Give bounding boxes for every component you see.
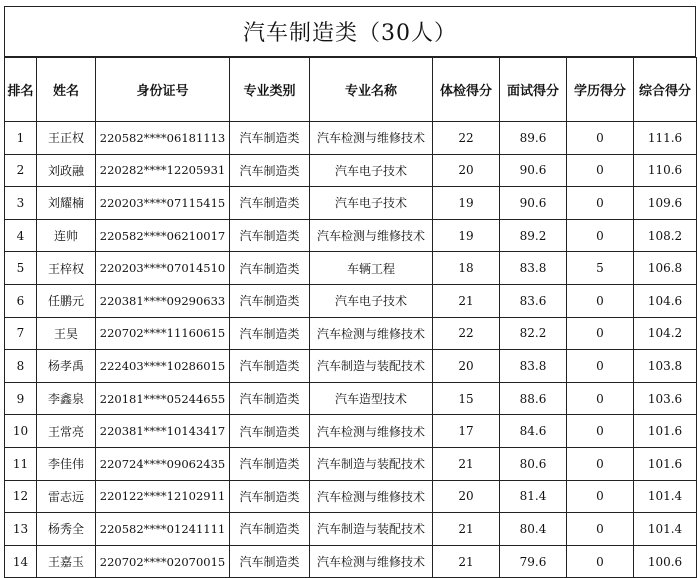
cell-interview: 81.4 [500,480,567,513]
cell-physical: 22 [433,317,500,350]
cell-name: 杨秀全 [37,513,96,546]
table-row [5,480,697,513]
cell-rank: 9 [5,382,37,415]
cell-total: 101.4 [634,480,697,513]
table-row [5,284,697,317]
table-row [5,545,697,578]
cell-name: 刘耀楠 [37,187,96,220]
cell-rank: 2 [5,154,37,187]
cell-major: 汽车制造与装配技术 [310,350,433,383]
cell-interview: 90.6 [500,187,567,220]
cell-category: 汽车制造类 [230,219,310,252]
header-interview: 面试得分 [500,58,567,122]
cell-interview: 82.2 [500,317,567,350]
cell-name: 王正权 [37,122,96,155]
cell-education: 0 [567,219,634,252]
cell-rank: 11 [5,447,37,480]
cell-physical: 21 [433,447,500,480]
cell-total: 106.8 [634,252,697,285]
cell-education: 0 [567,317,634,350]
header-major: 专业名称 [310,58,433,122]
cell-total: 103.8 [634,350,697,383]
cell-id: 220381****10143417 [96,415,230,448]
cell-rank: 3 [5,187,37,220]
cell-physical: 21 [433,513,500,546]
cell-total: 108.2 [634,219,697,252]
cell-major: 汽车制造与装配技术 [310,513,433,546]
cell-interview: 88.6 [500,382,567,415]
cell-rank: 4 [5,219,37,252]
cell-interview: 89.2 [500,219,567,252]
cell-physical: 22 [433,122,500,155]
cell-rank: 13 [5,513,37,546]
cell-category: 汽车制造类 [230,187,310,220]
cell-education: 0 [567,154,634,187]
cell-physical: 18 [433,252,500,285]
table-row [5,187,697,220]
cell-name: 连帅 [37,219,96,252]
cell-interview: 84.6 [500,415,567,448]
header-education: 学历得分 [567,58,634,122]
cell-major: 汽车电子技术 [310,284,433,317]
page-title: 汽车制造类（30人） [4,6,696,57]
cell-category: 汽车制造类 [230,284,310,317]
cell-interview: 83.8 [500,252,567,285]
cell-id: 222403****10286015 [96,350,230,383]
cell-education: 0 [567,545,634,578]
table-row [5,252,697,285]
cell-education: 0 [567,350,634,383]
cell-major: 汽车造型技术 [310,382,433,415]
cell-name: 雷志远 [37,480,96,513]
cell-rank: 8 [5,350,37,383]
header-total: 综合得分 [634,58,697,122]
cell-id: 220203****07115415 [96,187,230,220]
cell-name: 王嘉玉 [37,545,96,578]
cell-physical: 19 [433,187,500,220]
cell-physical: 17 [433,415,500,448]
table-body [5,122,697,578]
cell-category: 汽车制造类 [230,545,310,578]
cell-rank: 10 [5,415,37,448]
cell-category: 汽车制造类 [230,480,310,513]
cell-major: 车辆工程 [310,252,433,285]
table-row [5,350,697,383]
cell-id: 220582****06181113 [96,122,230,155]
cell-category: 汽车制造类 [230,350,310,383]
cell-name: 李鑫泉 [37,382,96,415]
cell-education: 0 [567,122,634,155]
cell-category: 汽车制造类 [230,415,310,448]
cell-education: 5 [567,252,634,285]
table-row [5,382,697,415]
cell-rank: 5 [5,252,37,285]
cell-category: 汽车制造类 [230,252,310,285]
cell-education: 0 [567,513,634,546]
cell-name: 王昊 [37,317,96,350]
cell-rank: 7 [5,317,37,350]
table-row [5,513,697,546]
cell-total: 100.6 [634,545,697,578]
cell-total: 109.6 [634,187,697,220]
cell-id: 220582****06210017 [96,219,230,252]
header-id: 身份证号 [96,58,230,122]
cell-id: 220582****01241111 [96,513,230,546]
table-row [5,415,697,448]
header-name: 姓名 [37,58,96,122]
cell-physical: 20 [433,350,500,383]
cell-id: 220702****11160615 [96,317,230,350]
table-row [5,122,697,155]
cell-name: 王梓权 [37,252,96,285]
cell-interview: 80.6 [500,447,567,480]
cell-interview: 80.4 [500,513,567,546]
cell-education: 0 [567,480,634,513]
cell-total: 101.6 [634,447,697,480]
cell-physical: 21 [433,545,500,578]
header-physical: 体检得分 [433,58,500,122]
cell-major: 汽车检测与维修技术 [310,545,433,578]
cell-major: 汽车检测与维修技术 [310,219,433,252]
cell-interview: 79.6 [500,545,567,578]
cell-id: 220181****05244655 [96,382,230,415]
cell-physical: 21 [433,284,500,317]
cell-education: 0 [567,447,634,480]
cell-total: 104.6 [634,284,697,317]
table-row [5,317,697,350]
cell-category: 汽车制造类 [230,382,310,415]
cell-major: 汽车电子技术 [310,187,433,220]
cell-interview: 89.6 [500,122,567,155]
cell-physical: 20 [433,480,500,513]
cell-rank: 12 [5,480,37,513]
cell-major: 汽车检测与维修技术 [310,122,433,155]
cell-id: 220122****12102911 [96,480,230,513]
cell-education: 0 [567,415,634,448]
cell-category: 汽车制造类 [230,447,310,480]
cell-id: 220282****12205931 [96,154,230,187]
header-rank: 排名 [5,58,37,122]
cell-total: 104.2 [634,317,697,350]
cell-name: 刘政融 [37,154,96,187]
cell-id: 220724****09062435 [96,447,230,480]
cell-id: 220702****02070015 [96,545,230,578]
cell-education: 0 [567,187,634,220]
results-table [4,57,697,578]
cell-education: 0 [567,284,634,317]
cell-rank: 14 [5,545,37,578]
cell-total: 111.6 [634,122,697,155]
cell-category: 汽车制造类 [230,122,310,155]
cell-total: 110.6 [634,154,697,187]
table-row [5,219,697,252]
cell-education: 0 [567,382,634,415]
cell-major: 汽车检测与维修技术 [310,480,433,513]
cell-name: 王常亮 [37,415,96,448]
cell-major: 汽车检测与维修技术 [310,415,433,448]
cell-major: 汽车电子技术 [310,154,433,187]
table-row [5,447,697,480]
results-sheet [4,6,696,578]
cell-physical: 19 [433,219,500,252]
header-category: 专业类别 [230,58,310,122]
cell-id: 220203****07014510 [96,252,230,285]
cell-category: 汽车制造类 [230,317,310,350]
table-row [5,154,697,187]
cell-id: 220381****09290633 [96,284,230,317]
header-row [5,58,697,122]
cell-major: 汽车制造与装配技术 [310,447,433,480]
cell-interview: 83.6 [500,284,567,317]
cell-total: 103.6 [634,382,697,415]
cell-name: 任鹏元 [37,284,96,317]
cell-name: 杨孝禹 [37,350,96,383]
cell-total: 101.6 [634,415,697,448]
cell-rank: 1 [5,122,37,155]
cell-name: 李佳伟 [37,447,96,480]
cell-rank: 6 [5,284,37,317]
cell-category: 汽车制造类 [230,154,310,187]
cell-total: 101.4 [634,513,697,546]
cell-category: 汽车制造类 [230,513,310,546]
cell-physical: 15 [433,382,500,415]
cell-physical: 20 [433,154,500,187]
cell-major: 汽车检测与维修技术 [310,317,433,350]
cell-interview: 83.8 [500,350,567,383]
cell-interview: 90.6 [500,154,567,187]
